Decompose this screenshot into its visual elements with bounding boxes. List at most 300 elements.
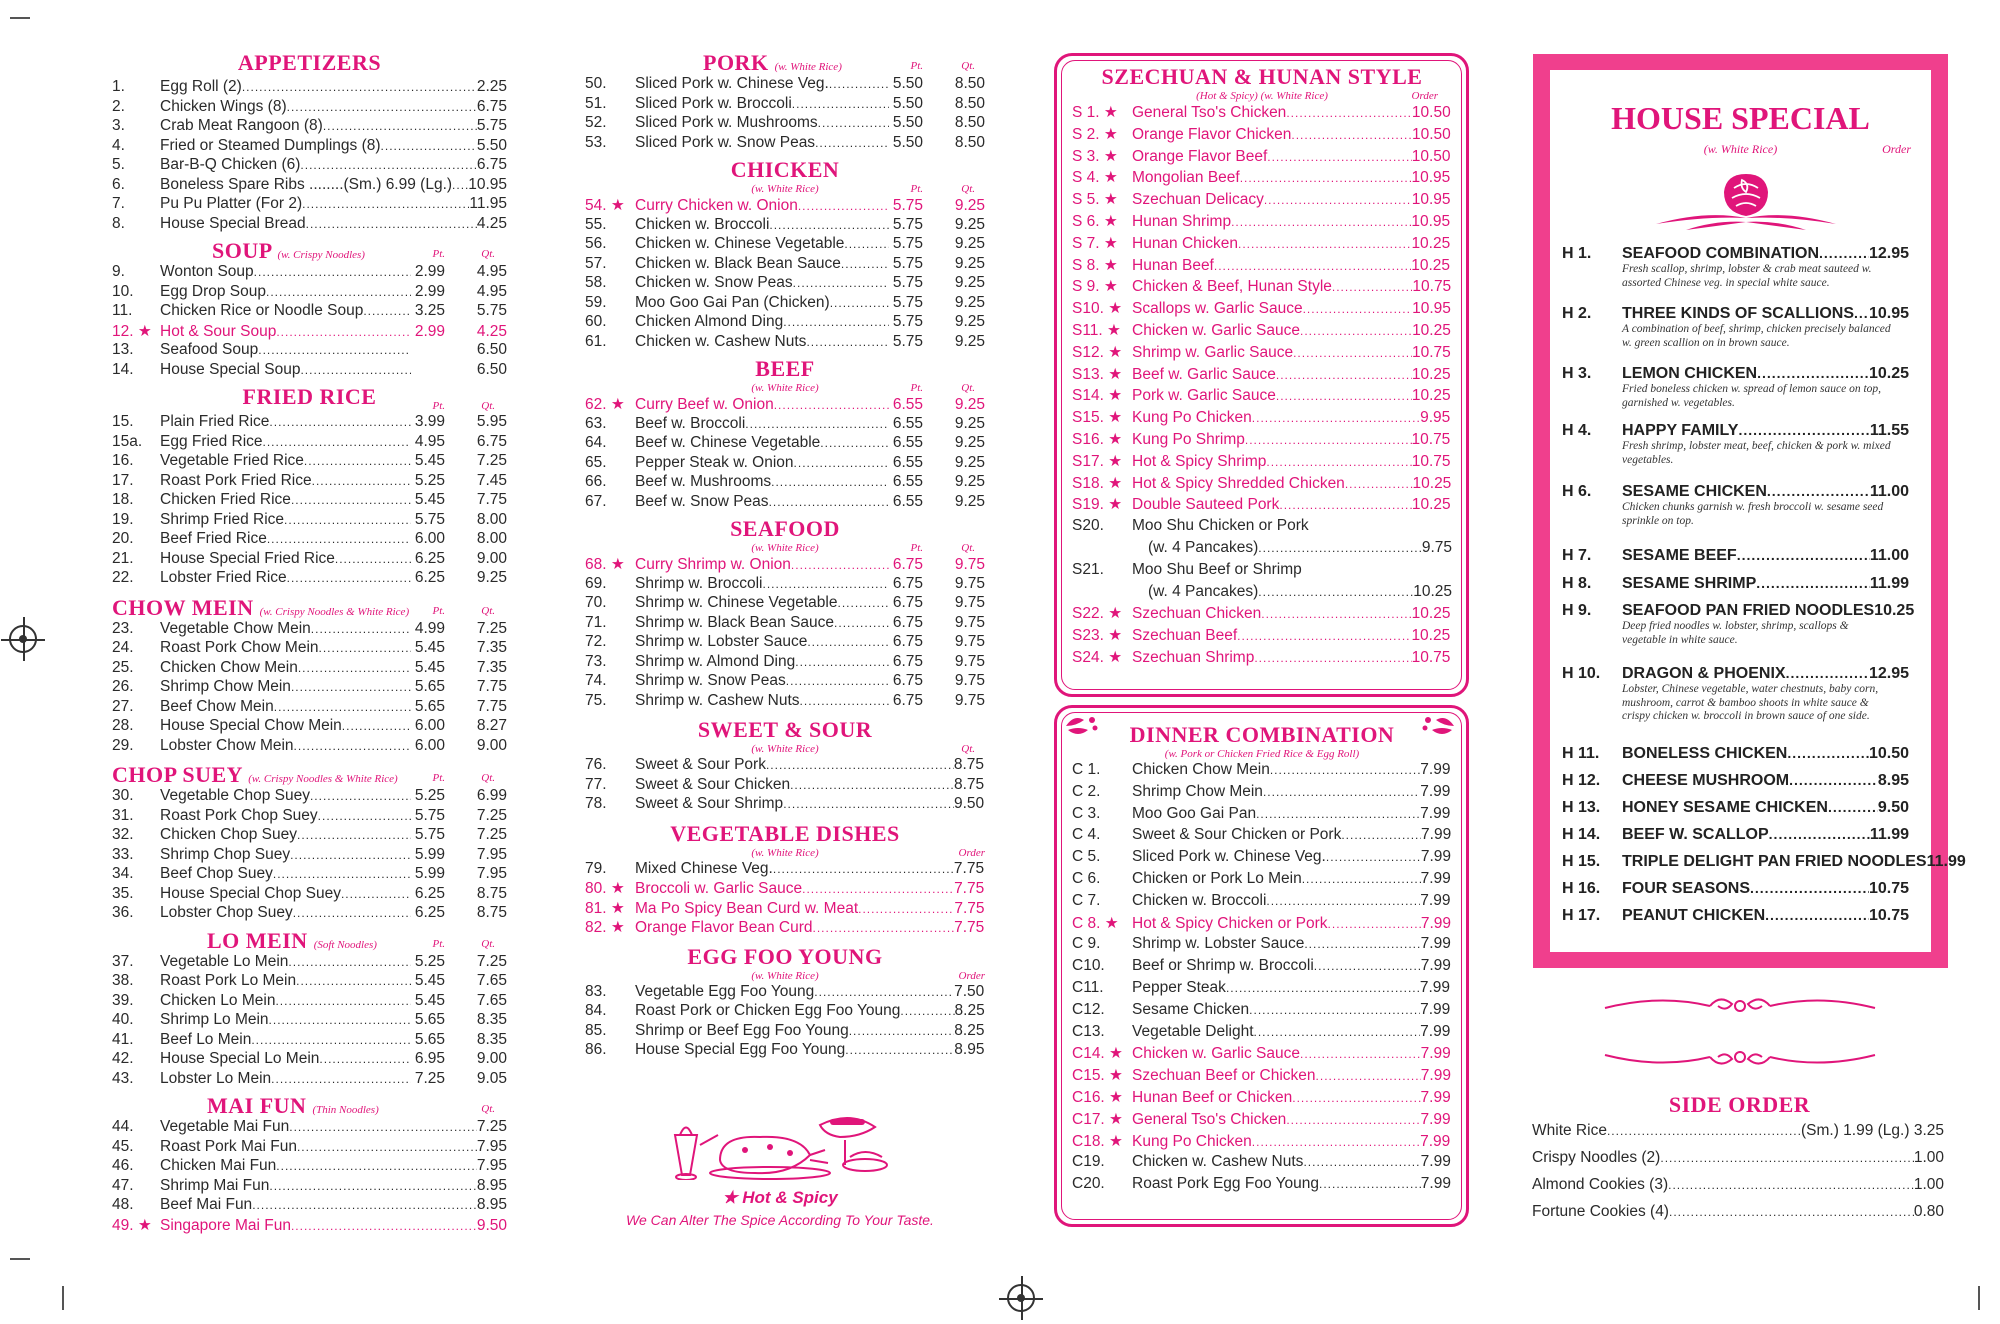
item-number: 65.: [585, 453, 607, 471]
pint-price: 6.75: [892, 652, 923, 670]
quart-price: 9.75: [954, 652, 985, 670]
item-number: 38.: [112, 972, 134, 989]
item-description: Fried boneless chicken w. spread of lemon sauce on top, garnished w. vegetables.: [1622, 383, 1882, 409]
leader-dots: [1789, 772, 1878, 788]
item-price: 11.99: [1926, 853, 1966, 870]
item-price: 7.99: [1420, 1088, 1451, 1106]
pint-price: 2.99: [414, 322, 445, 340]
item-number: C 2.: [1072, 782, 1101, 800]
menu-item: [1072, 914, 1452, 936]
item-price: 2.25: [476, 78, 507, 95]
menu-item: [1072, 1044, 1452, 1066]
menu-item: [585, 672, 985, 692]
menu-item: [585, 575, 985, 595]
item-price: 7.50: [954, 982, 985, 1000]
item-number: S10. ★: [1072, 300, 1123, 318]
menu-item: [112, 1011, 507, 1031]
item-number: 3.: [112, 117, 125, 134]
item-name: Vegetable Mai Fun: [160, 1118, 290, 1135]
pint-price: 5.75: [892, 197, 923, 214]
menu-item: [1072, 234, 1452, 256]
item-name: TRIPLE DELIGHT PAN FRIED NOODLES: [1622, 853, 1927, 870]
order-header: Order: [958, 969, 985, 982]
quart-price: 9.00: [476, 736, 507, 754]
leader-dots: [849, 1024, 955, 1038]
leader-dots: [252, 1198, 477, 1212]
leader-dots: [1669, 1205, 1914, 1219]
qt-header: Qt.: [481, 772, 495, 784]
item-number: 47.: [112, 1176, 134, 1194]
item-code: H 13.: [1562, 799, 1601, 816]
item-number: 57.: [585, 254, 607, 272]
item-price: 10.25: [1412, 321, 1451, 339]
quart-price: 7.95: [476, 865, 507, 882]
section-note: (w. White Rice): [774, 61, 842, 73]
leader-dots: [323, 119, 477, 133]
item-number: 12. ★: [112, 322, 152, 340]
quart-price: 7.65: [476, 991, 507, 1009]
leader-dots: [1828, 799, 1878, 815]
item-price: 7.99: [1420, 1022, 1451, 1040]
item-number: S13. ★: [1072, 365, 1123, 383]
item-number: 59.: [585, 293, 607, 311]
item-number: S17. ★: [1072, 452, 1123, 470]
item-price: 8.95: [1877, 772, 1909, 789]
menu-item: [585, 879, 985, 899]
menu-item: [1072, 495, 1452, 517]
menu-item: [585, 1002, 985, 1022]
pt-header: Pt.: [432, 248, 445, 260]
menu-item: [1072, 870, 1452, 892]
item-number: C 1.: [1072, 761, 1101, 778]
menu-item: [585, 134, 985, 154]
menu-item: [585, 1041, 985, 1061]
item-code: H 16.: [1562, 880, 1601, 897]
menu-item: [1072, 561, 1452, 583]
menu-item: [1072, 1175, 1452, 1197]
item-price: 10.95: [1411, 191, 1451, 209]
quart-price: 9.00: [476, 1050, 507, 1067]
menu-item: [1072, 408, 1452, 430]
item-number: S21.: [1072, 560, 1104, 578]
item-name: Chicken & Beef, Hunan Style: [1132, 278, 1332, 296]
pt-header: Pt.: [432, 937, 445, 950]
menu-item: [585, 1022, 985, 1042]
item-number: 36.: [112, 904, 134, 921]
pint-price: 6.55: [892, 414, 923, 432]
item-price: 1.00: [1913, 1176, 1944, 1193]
pint-price: 5.99: [414, 865, 445, 882]
item-price: 7.75: [954, 919, 985, 936]
hot-spicy-legend: ★ Hot & Spicy: [722, 1188, 838, 1207]
quart-price: 8.35: [476, 1030, 507, 1048]
leader-dots: [1660, 1151, 1913, 1165]
qt-header: Qt.: [961, 743, 975, 755]
item-name: Curry Beef w. Onion: [635, 396, 774, 413]
menu-item: [112, 511, 507, 531]
leader-dots: [319, 641, 411, 655]
order-header: Order: [1411, 90, 1438, 102]
item-name: Sweet & Sour Chicken: [635, 775, 791, 793]
quart-price: 9.25: [954, 215, 985, 233]
pint-price: 6.55: [892, 396, 923, 413]
item-name: Shrimp w. Chinese Vegetable: [635, 594, 838, 611]
leader-dots: [794, 456, 889, 470]
menu-item: [585, 555, 985, 575]
item-number: 67.: [585, 492, 607, 510]
item-name: HONEY SESAME CHICKEN: [1622, 799, 1828, 816]
menu-item: [1072, 761, 1452, 783]
item-name: Hunan Shrimp: [1132, 212, 1232, 230]
leader-dots: [1769, 826, 1870, 842]
item-number: 81. ★: [585, 899, 625, 917]
leader-dots: [1270, 763, 1420, 777]
quart-price: 9.25: [954, 313, 985, 330]
menu-item: [112, 826, 507, 846]
menu-item: [112, 117, 507, 137]
quart-price: 9.25: [954, 492, 985, 510]
leader-dots: [806, 335, 889, 349]
menu-item: [112, 302, 507, 322]
leader-dots: [1302, 872, 1421, 886]
section-title-text: SWEET & SOUR: [697, 717, 873, 742]
item-number: S22. ★: [1072, 605, 1123, 623]
item-price: 7.99: [1420, 1153, 1451, 1171]
item-price: 10.50: [1411, 125, 1451, 143]
menu-item: [112, 737, 507, 757]
pint-price: 4.99: [414, 619, 445, 637]
item-price: 7.95: [476, 1137, 507, 1155]
pint-price: 6.75: [892, 594, 923, 611]
item-price: 9.95: [1420, 409, 1451, 427]
quart-price: 7.45: [476, 471, 507, 489]
menu-item: [1072, 277, 1452, 299]
item-price: (Sm.) 1.99 (Lg.) 3.25: [1800, 1122, 1944, 1139]
menu-item: [585, 255, 985, 275]
item-name-line2: (w. 4 Pancakes): [1148, 538, 1259, 556]
item-number: 28.: [112, 717, 134, 734]
item-number: S 2. ★: [1072, 125, 1118, 143]
item-number: 75.: [585, 691, 607, 709]
item-name: SEAFOOD COMBINATION: [1622, 245, 1820, 262]
quart-price: 7.75: [476, 697, 507, 715]
section-note: (w. White Rice): [751, 846, 819, 859]
house-special-line: [1562, 907, 1909, 925]
menu-item: [1072, 430, 1452, 452]
house-special-line: [1562, 547, 1909, 565]
order-header: Order: [958, 846, 985, 859]
menu-item: [1072, 321, 1452, 343]
pint-price: 6.75: [892, 633, 923, 650]
section-title-text: EGG FOO YOUNG: [687, 943, 883, 969]
menu-item: [112, 98, 507, 118]
quart-price: 9.25: [954, 254, 985, 272]
leader-dots: [837, 596, 889, 610]
house-special-item: [1562, 880, 1909, 898]
leader-dots: [300, 158, 476, 172]
quart-price: 6.50: [476, 360, 507, 378]
item-price: 7.99: [1420, 957, 1451, 975]
column-header: [585, 970, 985, 983]
leader-dots: [1750, 880, 1869, 896]
house-special-line: [1562, 602, 1915, 620]
item-number: C 4.: [1072, 826, 1101, 844]
item-name: Chicken or Pork Lo Mein: [1132, 869, 1302, 887]
item-code: H 8.: [1562, 575, 1592, 592]
quart-price: 8.50: [954, 94, 985, 112]
item-number: 63.: [585, 414, 607, 432]
menu-item: [112, 263, 507, 283]
item-number: S 4. ★: [1072, 169, 1118, 187]
item-name: Beef w. Broccoli: [635, 414, 746, 432]
section-title: [585, 356, 985, 382]
item-code: H 17.: [1562, 907, 1601, 924]
item-name: Plain Fried Rice: [160, 413, 270, 430]
section-title: [112, 50, 507, 76]
menu-column-2: [585, 50, 985, 1061]
item-price: 10.25: [1411, 365, 1451, 383]
item-price: 8.95: [476, 1196, 507, 1213]
section-title-text: CHOP SUEY: [112, 762, 243, 787]
item-price: 10.75: [1868, 880, 1909, 897]
column-header: [585, 183, 985, 196]
item-number: 76.: [585, 756, 607, 773]
item-name: Roast Pork Mai Fun: [160, 1137, 297, 1155]
item-name: SEAFOOD PAN FRIED NOODLES: [1622, 602, 1875, 619]
item-number: 11.: [112, 302, 133, 319]
item-price: 10.95: [1411, 212, 1451, 230]
leader-dots: [273, 867, 411, 881]
item-number: S23. ★: [1072, 627, 1123, 645]
item-number: C 5.: [1072, 848, 1101, 866]
leader-dots: [1254, 651, 1411, 665]
section-title: [1072, 722, 1452, 748]
leader-dots: [291, 1219, 477, 1233]
item-name: Shrimp w. Lobster Sauce: [1132, 935, 1305, 953]
item-number: 40.: [112, 1011, 134, 1028]
menu-item: [112, 530, 507, 550]
pt-header: Pt.: [910, 382, 923, 394]
quart-price: 8.75: [476, 904, 507, 921]
menu-item: [1072, 103, 1452, 125]
column-header: [585, 382, 985, 395]
item-number: 4.: [112, 136, 125, 154]
leader-dots: [830, 296, 889, 310]
item-name: Curry Shrimp w. Onion: [635, 556, 791, 573]
item-price: 6.75: [476, 156, 507, 173]
item-number: C 7.: [1072, 891, 1101, 909]
section-title-text: SOUP: [212, 238, 272, 263]
item-price: 9.50: [1877, 799, 1909, 816]
column-header: [1072, 90, 1452, 103]
leader-dots: [820, 436, 889, 450]
item-number: 84.: [585, 1002, 607, 1019]
order-header: Order: [1882, 142, 1911, 156]
leader-dots: [766, 758, 954, 772]
item-name: Hunan Chicken: [1132, 234, 1238, 252]
item-number: 50.: [585, 75, 607, 92]
item-price: 7.99: [1420, 891, 1451, 909]
item-name: Shrimp or Beef Egg Foo Young: [635, 1021, 849, 1039]
leader-dots: [1256, 807, 1420, 821]
menu-item: [112, 452, 507, 472]
item-number: 80. ★: [585, 880, 625, 897]
house-special-line: [1562, 575, 1909, 593]
quart-price: 8.50: [954, 75, 985, 92]
column-header: [112, 400, 507, 413]
item-number: 66.: [585, 473, 607, 490]
quart-price: 7.25: [476, 619, 507, 637]
menu-item: [112, 807, 507, 827]
quart-price: 5.75: [476, 302, 507, 319]
leader-dots: [795, 655, 889, 669]
leader-dots: [287, 100, 477, 114]
item-number: 70.: [585, 594, 607, 611]
menu-item: [1072, 1110, 1452, 1132]
leader-dots: [1240, 171, 1412, 185]
item-number: C18. ★: [1072, 1132, 1123, 1150]
leader-dots: [1341, 828, 1421, 842]
item-name: Lobster Chop Suey: [160, 904, 293, 921]
item-name: Chicken w. Broccoli: [635, 215, 770, 233]
pint-price: 5.75: [892, 215, 923, 233]
item-number: S24. ★: [1072, 648, 1123, 666]
quart-price: 6.75: [476, 432, 507, 450]
item-name: Almond Cookies (3): [1532, 1176, 1669, 1193]
item-name: Chicken w. Black Bean Sauce: [635, 254, 841, 272]
pint-price: 5.65: [414, 678, 445, 695]
pint-price: 5.65: [414, 1030, 445, 1048]
szechuan-section: [1072, 64, 1452, 670]
menu-item: [112, 639, 507, 659]
item-name: Shrimp w. Lobster Sauce: [635, 633, 808, 650]
item-name: Sesame Chicken: [1132, 1000, 1250, 1018]
item-name: Chicken w. Broccoli: [1132, 891, 1267, 909]
qt-header: Qt.: [481, 400, 495, 412]
item-number: 19.: [112, 510, 134, 528]
item-price: 10.50: [1411, 147, 1451, 165]
pint-price: 3.99: [414, 413, 445, 430]
item-name: Chicken w. Garlic Sauce: [1132, 321, 1300, 339]
leader-dots: [1303, 1155, 1420, 1169]
section-note: (w. Crispy Noodles & White Rice): [259, 605, 410, 618]
quart-price: 4.95: [476, 263, 507, 280]
item-name: Shrimp Chow Mein: [160, 678, 291, 695]
item-name: Roast Pork or Chicken Egg Foo Young: [635, 1002, 901, 1019]
item-number: 60.: [585, 313, 607, 330]
menu-item: [585, 983, 985, 1003]
menu-item: [1072, 848, 1452, 870]
menu-item: [112, 156, 507, 176]
menu-item: [1072, 957, 1452, 979]
item-price: 11.00: [1869, 547, 1909, 564]
item-number: 16.: [112, 452, 134, 469]
item-name: Pepper Steak: [1132, 978, 1226, 996]
leader-dots: [1286, 106, 1412, 120]
house-special-item: [1562, 245, 1909, 290]
pint-price: 6.00: [414, 530, 445, 547]
item-number: C 8. ★: [1072, 914, 1119, 932]
item-number: 35.: [112, 884, 134, 902]
leader-dots: [834, 616, 889, 630]
menu-item: [112, 953, 507, 973]
leader-dots: [1286, 1113, 1420, 1127]
item-name: House Special Bread: [160, 214, 306, 232]
leader-dots: [812, 921, 954, 935]
menu-item: [1072, 1001, 1452, 1023]
item-price: 10.25: [1874, 602, 1915, 619]
item-name: Kung Po Chicken: [1132, 1132, 1252, 1150]
item-number: C11.: [1072, 978, 1104, 996]
leader-dots: [1226, 981, 1420, 995]
menu-item: [585, 756, 985, 776]
qt-header: Qt.: [481, 248, 495, 260]
leader-dots: [291, 493, 411, 507]
menu-item: [112, 904, 507, 924]
leader-dots: [1252, 1135, 1420, 1149]
leader-dots: [1245, 433, 1412, 447]
leader-dots: [1787, 745, 1869, 761]
menu-item: [585, 95, 985, 115]
item-name: Sweet & Sour Shrimp: [635, 795, 784, 812]
menu-item: [112, 341, 507, 361]
menu-item: [1072, 365, 1452, 387]
leader-dots: [274, 700, 411, 714]
menu-item: [1072, 125, 1452, 147]
item-name: Chicken Chop Suey: [160, 826, 297, 843]
leader-dots: [1276, 368, 1412, 382]
item-name: Roast Pork Fried Rice: [160, 471, 312, 489]
item-number: 44.: [112, 1118, 134, 1135]
crop-mark: [1978, 1286, 1980, 1310]
menu-item: [112, 413, 507, 433]
leader-dots: [318, 809, 411, 823]
section-note: (w. White Rice): [751, 969, 819, 982]
house-special-line: [1562, 365, 1909, 383]
item-name: Vegetable Chop Suey: [160, 787, 310, 804]
item-price: 8.25: [954, 1002, 985, 1019]
item-price: 7.99: [1419, 978, 1451, 996]
leader-dots: [269, 1179, 476, 1193]
leader-dots: [792, 97, 889, 111]
menu-item: [585, 918, 985, 938]
menu-item: [112, 215, 507, 235]
leader-dots: [452, 178, 468, 192]
item-number: 61.: [585, 332, 607, 350]
item-name: Shrimp Fried Rice: [160, 510, 285, 528]
leader-dots: [290, 848, 411, 862]
item-number: 77.: [585, 775, 607, 793]
item-number: 45.: [112, 1137, 134, 1155]
column-header: [585, 60, 985, 75]
item-price: 7.99: [1420, 914, 1452, 932]
item-price: 10.75: [1411, 648, 1451, 666]
quart-price: 9.75: [954, 594, 985, 611]
item-number: 48.: [112, 1196, 134, 1213]
item-name: Seafood Soup: [160, 341, 259, 358]
item-name: Shrimp w. Cashew Nuts: [635, 691, 800, 709]
leader-dots: [1668, 1178, 1914, 1192]
leader-dots: [1254, 1025, 1421, 1039]
item-number: 9.: [112, 263, 125, 280]
leader-dots: [1304, 937, 1420, 951]
crop-mark: [10, 1258, 30, 1260]
column-header: [1072, 748, 1452, 761]
leader-dots: [798, 199, 889, 213]
leader-dots: [1252, 411, 1420, 425]
item-number: 55.: [585, 215, 607, 233]
crop-mark: [10, 17, 30, 19]
